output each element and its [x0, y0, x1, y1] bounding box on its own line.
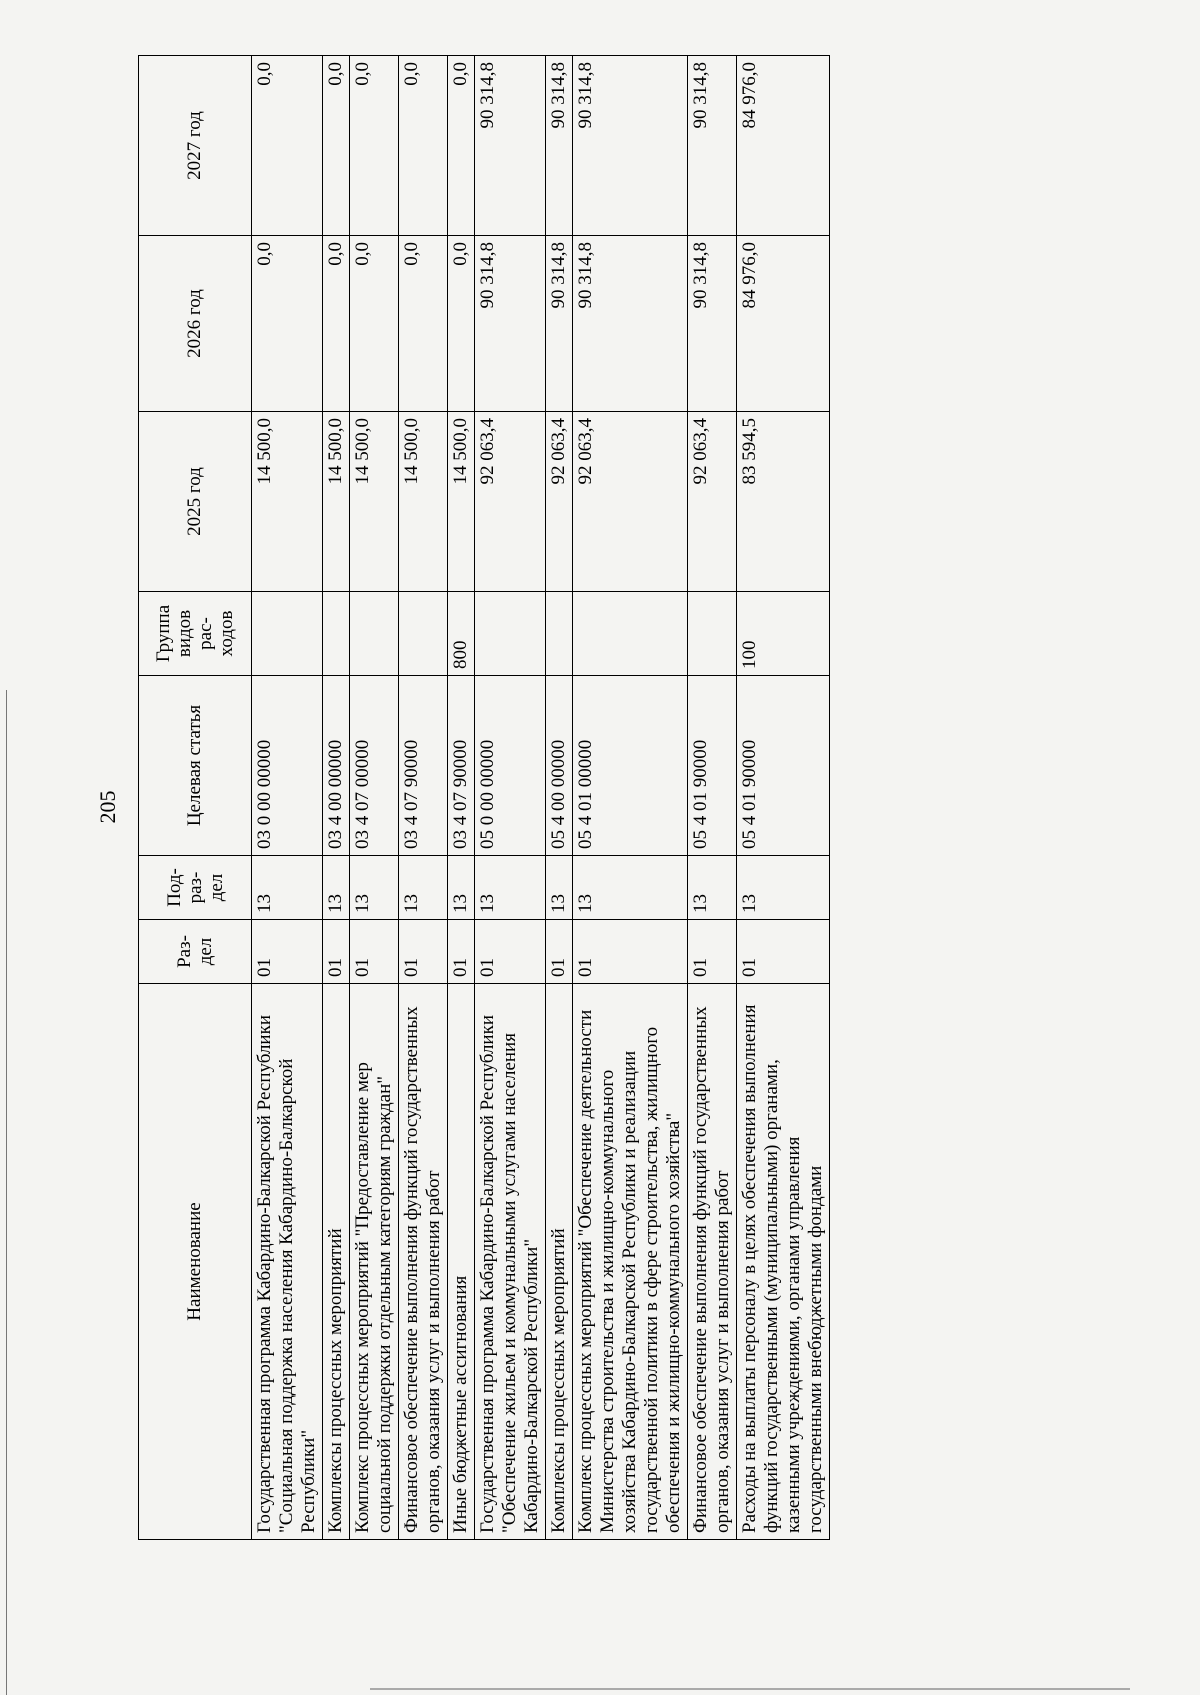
table-body	[252, 56, 830, 1540]
cell-gruppa-vidov-rashodov	[252, 592, 323, 676]
cell-razdel: 01	[252, 920, 323, 984]
cell-razdel: 01	[737, 920, 830, 984]
cell-name: Государственная программа Кабардино-Балкарской Республики "Обеспечение жильем и коммунальными услугами населения Кабардино-Балкарской Республики"	[475, 984, 546, 1540]
cell-2027: 90 314,8	[475, 56, 546, 236]
cell-razdel: 01	[399, 920, 448, 984]
table-row	[475, 56, 546, 1540]
cell-2027: 90 314,8	[546, 56, 573, 236]
cell-celevaya-statya: 03 4 00 00000	[323, 676, 350, 856]
budget-table-container	[138, 56, 1058, 1540]
table-row	[546, 56, 573, 1540]
cell-name: Государственная программа Кабардино-Балкарской Республики "Социальная поддержка населения Кабардино-Балкарской Республики"	[252, 984, 323, 1540]
cell-2026: 90 314,8	[688, 236, 737, 412]
table-row	[448, 56, 475, 1540]
cell-2025: 92 063,4	[573, 412, 688, 592]
header-name: Наименование	[139, 984, 252, 1540]
table-row	[323, 56, 350, 1540]
cell-2026: 90 314,8	[573, 236, 688, 412]
cell-2025: 14 500,0	[350, 412, 399, 592]
header-razdel: Раз-дел	[139, 920, 252, 984]
scan-edge-line	[370, 1688, 1130, 1690]
cell-2027: 0,0	[323, 56, 350, 236]
cell-celevaya-statya: 03 4 07 90000	[399, 676, 448, 856]
cell-razdel: 01	[350, 920, 399, 984]
cell-razdel: 01	[448, 920, 475, 984]
cell-2025: 92 063,4	[546, 412, 573, 592]
cell-name: Комплексы процессных мероприятий	[546, 984, 573, 1540]
table-row	[252, 56, 323, 1540]
cell-celevaya-statya: 03 4 07 90000	[448, 676, 475, 856]
cell-name: Комплекс процессных мероприятий "Обеспечение деятельности Министерства строительства и жилищно-коммунального хозяйства Кабардино-Балкарской Республики и реализации государственной политики в сфере строительства, жилищного обеспечения и жилищно-коммунального хозяйства"	[573, 984, 688, 1540]
cell-2025: 14 500,0	[399, 412, 448, 592]
header-2025: 2025 год	[139, 412, 252, 592]
cell-2025: 14 500,0	[323, 412, 350, 592]
header-celevaya-statya: Целевая статья	[139, 676, 252, 856]
header-2026: 2026 год	[139, 236, 252, 412]
cell-2026: 0,0	[350, 236, 399, 412]
cell-2026: 0,0	[252, 236, 323, 412]
cell-2027: 0,0	[448, 56, 475, 236]
cell-2025: 14 500,0	[448, 412, 475, 592]
cell-gruppa-vidov-rashodov	[573, 592, 688, 676]
cell-gruppa-vidov-rashodov	[323, 592, 350, 676]
header-gruppa-vidov-rashodov: Группа видов рас-ходов	[139, 592, 252, 676]
cell-gruppa-vidov-rashodov	[350, 592, 399, 676]
cell-razdel: 01	[475, 920, 546, 984]
cell-name: Финансовое обеспечение выполнения функций государственных органов, оказания услуг и выполнения работ	[399, 984, 448, 1540]
cell-2027: 0,0	[252, 56, 323, 236]
cell-podrazdel: 13	[573, 856, 688, 920]
cell-name: Иные бюджетные ассигнования	[448, 984, 475, 1540]
cell-podrazdel: 13	[448, 856, 475, 920]
table-row	[688, 56, 737, 1540]
cell-2027: 84 976,0	[737, 56, 830, 236]
cell-gruppa-vidov-rashodov	[688, 592, 737, 676]
cell-name: Комплекс процессных мероприятий "Предоставление мер социальной поддержки отдельным категориям граждан"	[350, 984, 399, 1540]
cell-2025: 83 594,5	[737, 412, 830, 592]
table-row	[399, 56, 448, 1540]
cell-podrazdel: 13	[350, 856, 399, 920]
cell-2025: 92 063,4	[475, 412, 546, 592]
cell-razdel: 01	[573, 920, 688, 984]
header-podrazdel: Под-раз-дел	[139, 856, 252, 920]
table-row	[350, 56, 399, 1540]
cell-razdel: 01	[546, 920, 573, 984]
cell-celevaya-statya: 03 4 07 00000	[350, 676, 399, 856]
scan-edge-line	[6, 690, 7, 1695]
cell-podrazdel: 13	[252, 856, 323, 920]
cell-2026: 0,0	[399, 236, 448, 412]
budget-table	[138, 55, 830, 1540]
cell-2025: 14 500,0	[252, 412, 323, 592]
header-2027: 2027 год	[139, 56, 252, 236]
cell-celevaya-statya: 05 0 00 00000	[475, 676, 546, 856]
cell-gruppa-vidov-rashodov: 800	[448, 592, 475, 676]
cell-name: Расходы на выплаты персоналу в целях обеспечения выполнения функций государственными (муниципальными) органами, казенными учреждениями, органами управления государственными внебюджетными фондами	[737, 984, 830, 1540]
cell-celevaya-statya: 03 0 00 00000	[252, 676, 323, 856]
cell-2027: 90 314,8	[573, 56, 688, 236]
cell-celevaya-statya: 05 4 01 90000	[737, 676, 830, 856]
cell-gruppa-vidov-rashodov	[475, 592, 546, 676]
page-number: 205	[95, 790, 120, 824]
cell-gruppa-vidov-rashodov	[546, 592, 573, 676]
cell-celevaya-statya: 05 4 01 00000	[573, 676, 688, 856]
cell-2026: 90 314,8	[546, 236, 573, 412]
cell-podrazdel: 13	[475, 856, 546, 920]
cell-2026: 84 976,0	[737, 236, 830, 412]
cell-podrazdel: 13	[546, 856, 573, 920]
cell-name: Комплексы процессных мероприятий	[323, 984, 350, 1540]
cell-2026: 0,0	[323, 236, 350, 412]
cell-2027: 0,0	[350, 56, 399, 236]
cell-gruppa-vidov-rashodov	[399, 592, 448, 676]
cell-podrazdel: 13	[688, 856, 737, 920]
cell-2026: 90 314,8	[475, 236, 546, 412]
cell-podrazdel: 13	[399, 856, 448, 920]
cell-podrazdel: 13	[323, 856, 350, 920]
cell-2026: 0,0	[448, 236, 475, 412]
cell-name: Финансовое обеспечение выполнения функций государственных органов, оказания услуг и выполнения работ	[688, 984, 737, 1540]
cell-gruppa-vidov-rashodov: 100	[737, 592, 830, 676]
cell-razdel: 01	[323, 920, 350, 984]
table-row	[737, 56, 830, 1540]
cell-razdel: 01	[688, 920, 737, 984]
cell-2025: 92 063,4	[688, 412, 737, 592]
cell-podrazdel: 13	[737, 856, 830, 920]
table-header-row	[139, 56, 252, 1540]
cell-2027: 0,0	[399, 56, 448, 236]
table-row	[573, 56, 688, 1540]
cell-celevaya-statya: 05 4 00 00000	[546, 676, 573, 856]
cell-celevaya-statya: 05 4 01 90000	[688, 676, 737, 856]
cell-2027: 90 314,8	[688, 56, 737, 236]
